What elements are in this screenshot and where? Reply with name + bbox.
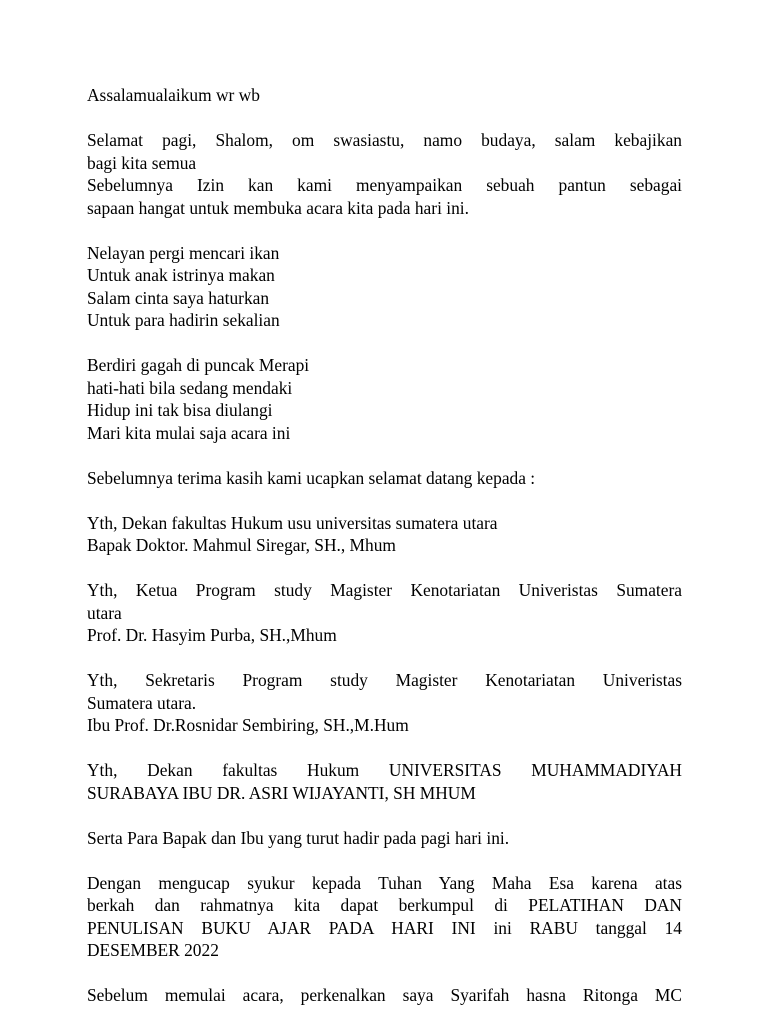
opening-line-4: sapaan hangat untuk membuka acara kita pada hari ini. — [87, 197, 469, 218]
pantun-2-line-3: Hidup ini tak bisa diulangi — [87, 400, 273, 420]
guest-3-title: Yth, Sekretaris Program study Magister Kenotariatan Univeristas — [87, 670, 682, 690]
greeting-line: Assalamualaikum wr wb — [87, 85, 260, 105]
guest-2-paragraph — [87, 579, 682, 647]
guest-4-title: Yth, Dekan fakultas Hukum UNIVERSITAS MUHAMMADIYAH — [87, 760, 682, 780]
gratitude-line-4: DESEMBER 2022 — [87, 940, 219, 960]
pantun-1-line-1: Nelayan pergi mencari ikan — [87, 242, 280, 263]
guest-3-name: Ibu Prof. Dr.Rosnidar Sembiring, SH.,M.Hum — [87, 715, 409, 735]
pantun-2-line-4: Mari kita mulai saja acara ini — [87, 422, 291, 443]
opening-line-2: bagi kita semua — [87, 152, 197, 173]
guest-2-name: Prof. Dr. Hasyim Purba, SH.,Mhum — [87, 625, 337, 645]
opening-line-1: Selamat pagi, Shalom, om swasiastu, namo budaya, salam kebajikan — [87, 130, 682, 150]
opening-paragraph — [87, 129, 682, 219]
guest-2-title-cont: utara — [87, 602, 122, 623]
gratitude-line-3: PENULISAN BUKU AJAR PADA HARI INI ini RABU tanggal 14 — [87, 917, 682, 938]
attendees-line: Serta Para Bapak dan Ibu yang turut hadir pada pagi hari ini. — [87, 827, 510, 848]
guest-4-paragraph — [87, 759, 682, 804]
guest-1-name: Bapak Doktor. Mahmul Siregar, SH., Mhum — [87, 535, 396, 555]
attendees-paragraph — [87, 827, 682, 850]
guest-3-paragraph — [87, 669, 682, 737]
pantun-2-line-2: hati-hati bila sedang mendaki — [87, 377, 293, 398]
guest-1-title: Yth, Dekan fakultas Hukum usu universitas sumatera utara — [87, 512, 498, 533]
pantun-stanza-2 — [87, 354, 682, 444]
gratitude-paragraph — [87, 872, 682, 962]
welcome-intro-paragraph — [87, 467, 682, 490]
guest-2-title: Yth, Ketua Program study Magister Kenotariatan Univeristas Sumatera — [87, 580, 682, 600]
document-page — [87, 84, 682, 1029]
pantun-1-line-3: Salam cinta saya haturkan — [87, 287, 270, 308]
pantun-stanza-1 — [87, 242, 682, 332]
gratitude-line-2: berkah dan rahmatnya kita dapat berkumpul di PELATIHAN DAN — [87, 895, 682, 915]
guest-3-title-cont: Sumatera utara. — [87, 692, 197, 713]
welcome-intro-line: Sebelumnya terima kasih kami ucapkan selamat datang kepada : — [87, 467, 536, 488]
opening-line-3: Sebelumnya Izin kan kami menyampaikan sebuah pantun sebagai — [87, 175, 682, 195]
greeting-paragraph — [87, 84, 682, 107]
mc-intro-line: Sebelum memulai acara, perkenalkan saya Syarifah hasna Ritonga MC — [87, 985, 682, 1005]
guest-4-name: SURABAYA IBU DR. ASRI WIJAYANTI, SH MHUM — [87, 782, 476, 803]
pantun-2-line-1: Berdiri gagah di puncak Merapi — [87, 355, 310, 375]
gratitude-line-1: Dengan mengucap syukur kepada Tuhan Yang Maha Esa karena atas — [87, 872, 682, 893]
pantun-1-line-4: Untuk para hadirin sekalian — [87, 310, 280, 330]
guest-1-paragraph — [87, 512, 682, 557]
pantun-1-line-2: Untuk anak istrinya makan — [87, 265, 275, 285]
mc-intro-paragraph — [87, 984, 682, 1007]
